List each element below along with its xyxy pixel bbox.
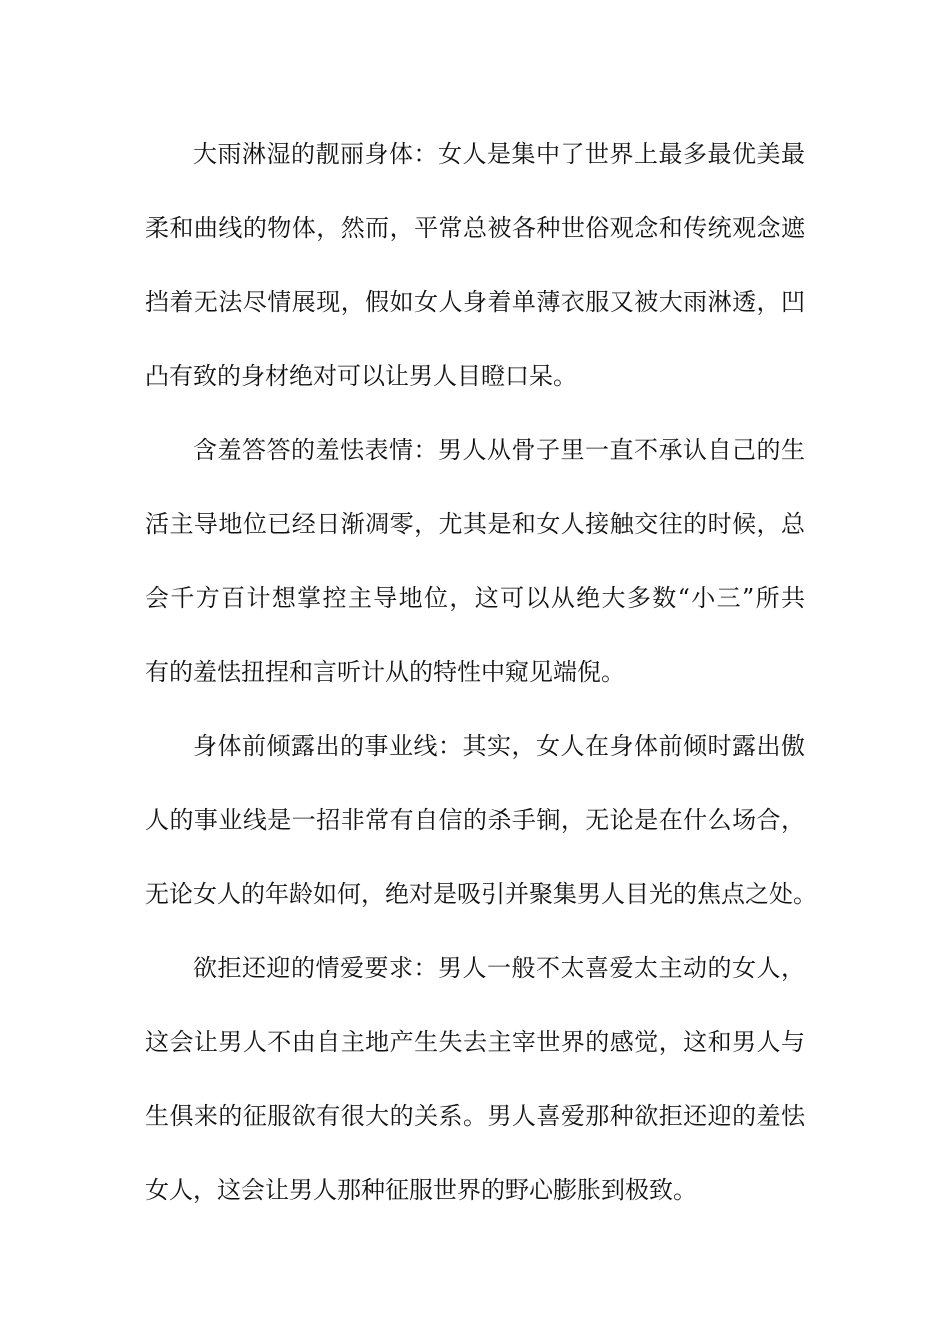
document-body [145, 130, 817, 1240]
paragraph-line: 会千方百计想掌控主导地位，这可以从绝大多数“小三”所共 [145, 584, 805, 612]
paragraph-line: 有的羞怯扭捏和言听计从的特性中窥见端倪。 [145, 658, 625, 686]
paragraph-lean [145, 722, 817, 944]
paragraph-line: 凸有致的身材绝对可以让男人目瞪口呆。 [145, 362, 577, 390]
paragraph-refuse [145, 944, 805, 1240]
paragraph-line: 含羞答答的羞怯表情：男人从骨子里一直不承认自己的生 [193, 436, 805, 464]
paragraph-line: 活主导地位已经日渐凋零，尤其是和女人接触交往的时候，总 [145, 510, 805, 538]
paragraph-line: 人的事业线是一招非常有自信的杀手锏，无论是在什么场合， [145, 806, 805, 834]
paragraph-line: 身体前倾露出的事业线：其实，女人在身体前倾时露出傲 [193, 732, 805, 760]
paragraph-line: 柔和曲线的物体，然而，平常总被各种世俗观念和传统观念遮 [145, 214, 805, 242]
paragraph-line: 生俱来的征服欲有很大的关系。男人喜爱那种欲拒还迎的羞怯 [145, 1102, 805, 1130]
paragraph-shy [145, 426, 805, 722]
paragraph-line: 大雨淋湿的靓丽身体：女人是集中了世界上最多最优美最 [193, 140, 805, 168]
paragraph-line: 挡着无法尽情展现，假如女人身着单薄衣服又被大雨淋透，凹 [145, 288, 805, 316]
paragraph-line: 欲拒还迎的情爱要求：男人一般不太喜爱太主动的女人， [193, 954, 805, 982]
paragraph-line: 这会让男人不由自主地产生失去主宰世界的感觉，这和男人与 [145, 1028, 805, 1056]
paragraph-rain [145, 130, 805, 426]
paragraph-line: 无论女人的年龄如何，绝对是吸引并聚集男人目光的焦点之处。 [145, 880, 817, 908]
paragraph-line: 女人，这会让男人那种征服世界的野心膨胀到极致。 [145, 1176, 697, 1204]
